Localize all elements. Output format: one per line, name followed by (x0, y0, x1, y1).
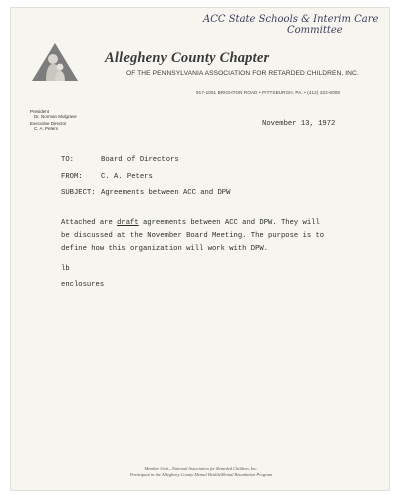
officers-block (30, 109, 77, 132)
body-draft-underlined: draft (117, 219, 139, 227)
subject-value: Agreements between ACC and DPW (101, 189, 231, 197)
chapter-logo-icon (31, 42, 79, 82)
letterhead-address: 917-1001 BRIGHTON ROAD • PITTSBURGH, PA. • (412) 322-6008 (196, 90, 341, 95)
subject-label: SUBJECT: (61, 189, 96, 197)
body-line-1-post: agreements between ACC and DPW. They will (138, 219, 320, 227)
body-line-2: be discussed at the November Board Meeting. The purpose is to (61, 232, 325, 240)
association-name: OF THE PENNSYLVANIA ASSOCIATION FOR RETARDED CHILDREN, INC. (126, 70, 359, 77)
org-name: Allegheny County Chapter (105, 50, 270, 66)
enclosures-note: enclosures (61, 281, 105, 289)
footer-line-1: Member Unit—National Association for Retarded Children, Inc. (144, 466, 258, 471)
director-title: Executive Director (30, 120, 67, 126)
footer-line-2: Participant in the Allegheny County Mental Health/Mental Retardation Program (129, 472, 273, 477)
typist-initials: lb (61, 265, 70, 273)
president-title: President (30, 109, 50, 114)
director-name: C. A. Peters (34, 126, 59, 132)
handwritten-note-line2: Committee (287, 25, 343, 36)
handwritten-note-line1: ACC State Schools & Interim Care (203, 14, 379, 25)
from-label: FROM: (61, 173, 83, 181)
president-name: Dr. Norman Mulgrave (34, 114, 77, 120)
from-value: C. A. Peters (101, 173, 153, 181)
to-label: TO: (61, 156, 74, 164)
memo-date: November 13, 1972 (262, 120, 336, 128)
to-value: Board of Directors (101, 156, 179, 164)
body-line-1 (61, 219, 320, 227)
body-line-1-pre: Attached are (61, 219, 118, 227)
body-line-3: define how this organization will work with DPW. (61, 245, 269, 253)
letter-page (10, 7, 390, 491)
